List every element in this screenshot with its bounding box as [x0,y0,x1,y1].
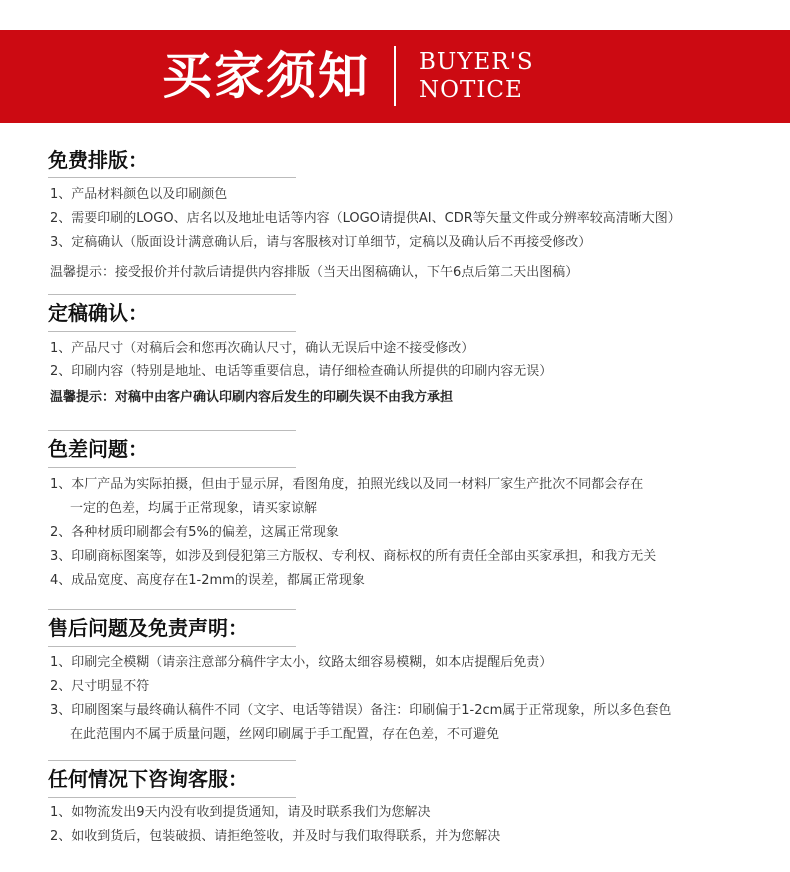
banner-title-en [419,48,534,104]
list-item: 3、印刷商标图案等，如涉及到侵犯第三方版权、专利权、商标权的所有责任全部由买家承担，和我方无关 [50,549,657,564]
section-rule-top [48,760,296,761]
banner-title-cn: 买家须知 [162,47,370,105]
list-item: 1、如物流发出9天内没有收到提货通知，请及时联系我们为您解决 [50,805,431,820]
list-item: 3、印刷图案与最终确认稿件不同（文字、电话等错误）备注：印刷偏于1-2cm属于正常现象，所以多色套色 [50,703,672,718]
list-item: 2、各种材质印刷都会有5%的偏差，这属正常现象 [50,525,339,540]
section-rule-top [48,294,296,295]
section-rule [48,797,296,798]
section-title: 色差问题： [48,437,148,461]
list-item: 1、印刷完全模糊（请亲注意部分稿件字太小，纹路太细容易模糊，如本店提醒后免责） [50,655,553,670]
list-item: 3、定稿确认（版面设计满意确认后，请与客服核对订单细节，定稿以及确认后不再接受修改） [50,235,592,250]
banner-title-en-line1: BUYER'S [419,49,534,75]
list-item-continuation: 在此范围内不属于质量问题，丝网印刷属于手工配置，存在色差，不可避免 [70,727,500,742]
section-title: 任何情况下咨询客服： [48,767,248,791]
section-rule-top [48,430,296,431]
list-item-continuation: 一定的色差，均属于正常现象，请买家谅解 [70,501,318,516]
tip-text: 温馨提示：接受报价并付款后请提供内容排版（当天出图稿确认，下午6点后第二天出图稿） [50,265,579,280]
list-item: 4、成品宽度、高度存在1-2mm的误差，都属正常现象 [50,573,365,588]
header-banner [0,30,790,123]
section-title: 售后问题及免责声明： [48,616,248,640]
list-item: 2、尺寸明显不符 [50,679,150,694]
section-rule-top [48,609,296,610]
list-item: 1、产品尺寸（对稿后会和您再次确认尺寸，确认无误后中途不接受修改） [50,341,475,356]
list-item: 2、如收到货后，包装破损、请拒绝签收，并及时与我们取得联系，并为您解决 [50,829,501,844]
section-title: 定稿确认： [48,301,148,325]
banner-title-en-line2: NOTICE [419,77,523,103]
section-rule [48,331,296,332]
section-rule [48,467,296,468]
section-title: 免费排版： [48,148,148,172]
list-item: 1、产品材料颜色以及印刷颜色 [50,187,228,202]
tip-text: 温馨提示：对稿中由客户确认印刷内容后发生的印刷失误不由我方承担 [50,390,454,405]
banner-divider [394,46,396,106]
section-rule [48,646,296,647]
list-item: 2、印刷内容（特别是地址、电话等重要信息，请仔细检查确认所提供的印刷内容无误） [50,364,553,379]
section-rule [48,177,296,178]
list-item: 1、本厂产品为实际拍摄，但由于显示屏，看图角度，拍照光线以及同一材料厂家生产批次不同都会存在 [50,477,644,492]
list-item: 2、需要印刷的LOGO、店名以及地址电话等内容（LOGO请提供AI、CDR等矢量文件或分辨率较高清晰大图） [50,211,681,226]
